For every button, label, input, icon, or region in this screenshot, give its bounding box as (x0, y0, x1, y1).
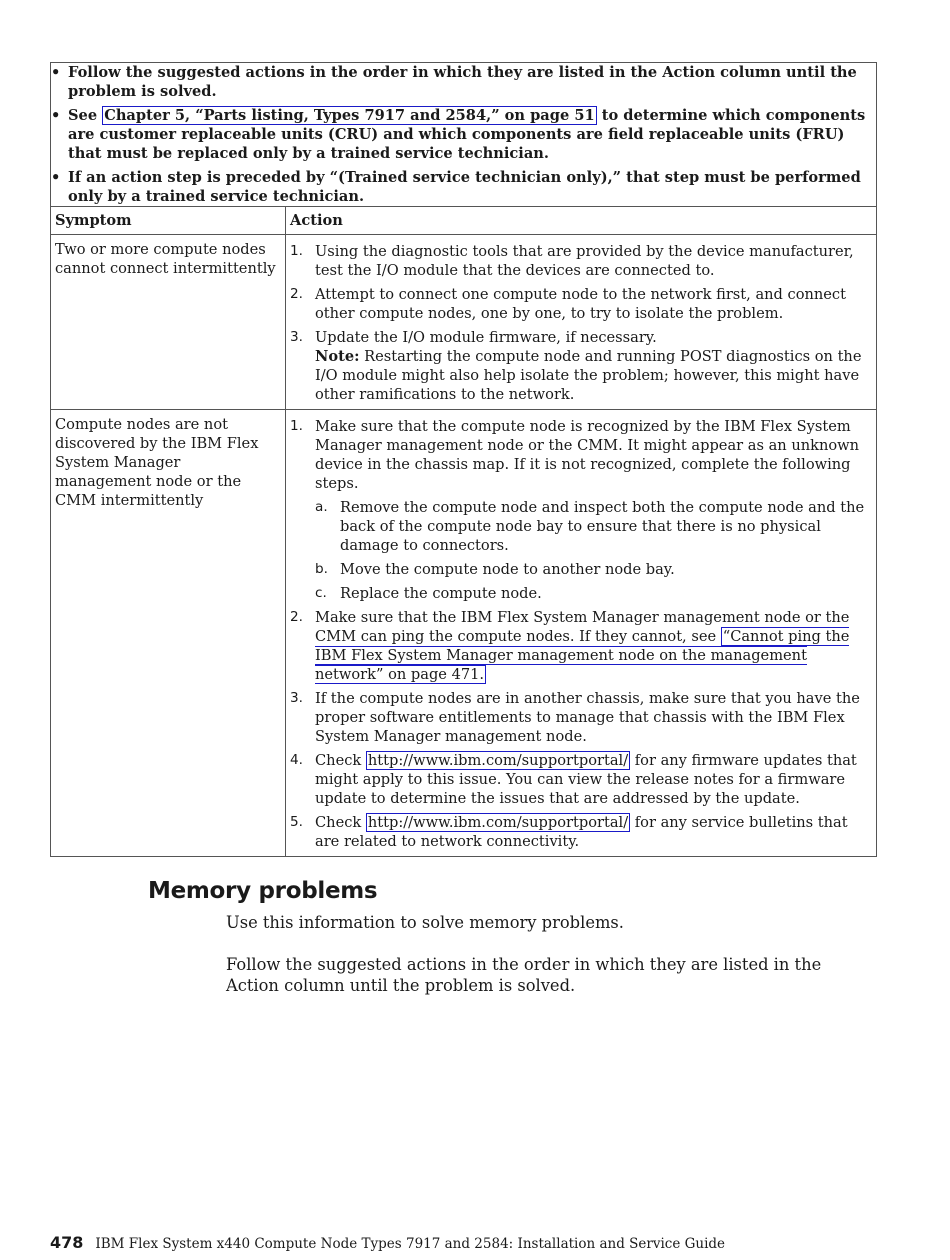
action-step (290, 242, 870, 280)
step-text: Make sure that the IBM Flex System Manager management node or the CMM can ping the compute nodes. If they cannot, see (315, 609, 850, 645)
step-text-after: for any firmware updates that might apply to this issue. You can view the release notes for a firmware update to determine the issues that are addressed by the update. (315, 752, 857, 807)
step-body (315, 417, 870, 603)
step-number: 2. (290, 609, 303, 625)
section-intro: Use this information to solve memory problems. (226, 913, 624, 932)
action-step (290, 417, 870, 603)
step-text: Update the I/O module firmware, if necessary. (315, 329, 657, 346)
table-row (51, 235, 877, 410)
step-number: 3. (290, 329, 303, 345)
substep-text: Remove the compute node and inspect both the compute node and the back of the compute node bay to ensure that there is no physical damage to connectors. (340, 499, 865, 554)
step-number: 3. (290, 690, 303, 706)
substep-text: Replace the compute node. (340, 585, 542, 602)
step-text: If the compute nodes are in another chassis, make sure that you have the proper software entitlements to manage that chassis with the IBM Flex System Manager management node. (315, 690, 860, 745)
instructions-cell (51, 63, 877, 207)
action-step (290, 285, 870, 323)
instruction-text-before: See (68, 107, 103, 124)
bullet-icon: • (51, 169, 61, 186)
footer-title: IBM Flex System x440 Compute Node Types 7917 and 2584: Installation and Service Guide (95, 1236, 726, 1252)
action-cell (286, 235, 877, 410)
action-step (290, 689, 870, 746)
step-number: 5. (290, 814, 303, 830)
instruction-text: If an action step is preceded by “(Trained service technician only),” that step must be performed only by a trained service technician. (68, 169, 861, 205)
symptom-cell: Compute nodes are not discovered by the IBM Flex System Manager management node or the CMM intermittently (51, 410, 286, 857)
action-cell (286, 410, 877, 857)
instruction-text (68, 106, 876, 163)
instruction-item (51, 106, 876, 163)
step-number: 1. (290, 418, 303, 434)
parts-listing-link[interactable]: Chapter 5, “Parts listing, Types 7917 and 2584,” on page 51 (104, 107, 595, 124)
bullet-icon: • (51, 107, 61, 124)
step-body (315, 608, 870, 684)
step-number: 2. (290, 286, 303, 302)
action-step (290, 328, 870, 404)
page-number: 478 (50, 1233, 84, 1252)
action-step (290, 751, 870, 808)
header-row (51, 207, 877, 235)
instruction-item (51, 168, 876, 206)
note-text: Restarting the compute node and running POST diagnostics on the I/O module might also help isolate the problem; however, this might have other ramifications to the network. (315, 348, 862, 403)
instruction-text-after: to determine which components are customer replaceable units (CRU) and which components are field replaceable units (FRU) that must be replaced only by a trained service technician. (68, 107, 866, 162)
step-number: 4. (290, 752, 303, 768)
action-substep (315, 498, 870, 555)
action-header: Action (286, 207, 877, 235)
symptom-header: Symptom (51, 207, 286, 235)
step-body (315, 751, 870, 808)
bullet-icon: • (51, 64, 61, 81)
step-text: Check (315, 814, 366, 831)
troubleshooting-table (50, 62, 877, 857)
step-body (315, 813, 870, 851)
substep-letter: b. (315, 561, 328, 577)
section-title: Memory problems (148, 878, 378, 904)
action-step (290, 813, 870, 851)
table-row (51, 410, 877, 857)
step-text: Using the diagnostic tools that are provided by the device manufacturer, test the I/O module that the devices are connected to. (315, 243, 854, 279)
substep-text: Move the compute node to another node bay. (340, 561, 675, 578)
step-text: Check (315, 752, 366, 769)
substep-letter: c. (315, 585, 327, 601)
instruction-text: Follow the suggested actions in the order in which they are listed in the Action column until the problem is solved. (68, 64, 857, 100)
step-number: 1. (290, 243, 303, 259)
supportportal-link[interactable]: http://www.ibm.com/supportportal/ (367, 814, 629, 831)
supportportal-link[interactable]: http://www.ibm.com/supportportal/ (367, 752, 629, 769)
cannot-ping-link[interactable]: “Cannot ping the IBM Flex System Manager management node on the management network” on page 471. (315, 628, 850, 683)
action-substep (315, 584, 870, 603)
section-instructions: Follow the suggested actions in the order in which they are listed in the Action column until the problem is solved. (226, 955, 822, 995)
step-body (315, 328, 870, 404)
page-footer (50, 1233, 725, 1252)
instructions-row (51, 63, 877, 207)
action-step (290, 608, 870, 684)
substep-letter: a. (315, 499, 328, 515)
symptom-cell: Two or more compute nodes cannot connect intermittently (51, 235, 286, 410)
step-text: Make sure that the compute node is recognized by the IBM Flex System Manager management node or the CMM. It might appear as an unknown device in the chassis map. If it is not recognized, complete the following steps. (315, 418, 860, 492)
note-label: Note: (315, 348, 360, 365)
step-text-after: for any service bulletins that are related to network connectivity. (315, 814, 848, 850)
step-text: Attempt to connect one compute node to the network first, and connect other compute nodes, one by one, to try to isolate the problem. (315, 286, 846, 322)
action-substep (315, 560, 870, 579)
instruction-item (51, 63, 876, 101)
